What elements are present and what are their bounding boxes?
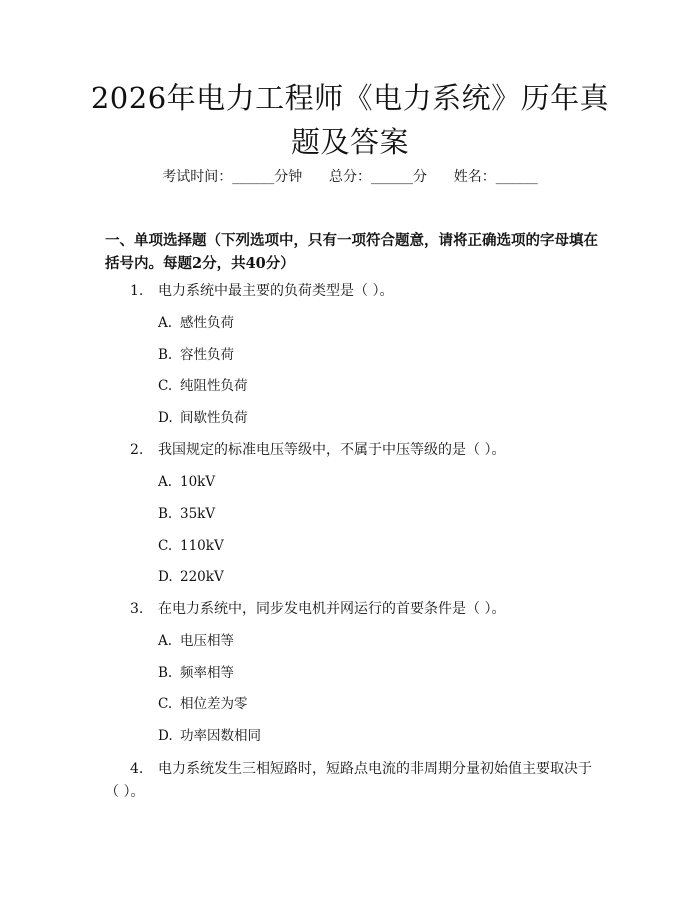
option-text: 110kV: [180, 538, 224, 554]
question-text: 电力系统发生三相短路时，短路点电流的非周期分量初始值主要取决于（ ）。: [105, 761, 592, 800]
question-1-option-b: [158, 345, 234, 365]
question-2-option-b: [158, 504, 215, 524]
question-3: [105, 598, 600, 621]
option-letter: A.: [158, 633, 173, 649]
question-text: 在电力系统中，同步发电机并网运行的首要条件是（ ）。: [158, 601, 506, 617]
question-number: 2.: [130, 442, 144, 458]
option-text: 相位差为零: [180, 696, 248, 712]
question-text: 电力系统中最主要的负荷类型是（ ）。: [158, 283, 394, 299]
option-letter: B.: [158, 347, 173, 363]
question-text: 我国规定的标准电压等级中，不属于中压等级的是（ ）。: [158, 442, 506, 458]
option-letter: A.: [158, 315, 173, 331]
question-1: [105, 280, 600, 303]
option-letter: C.: [158, 696, 173, 712]
option-text: 频率相等: [180, 665, 234, 681]
question-1-option-a: [158, 313, 234, 333]
question-4: [105, 758, 600, 804]
question-2: [105, 439, 600, 462]
question-2-option-d: [158, 567, 224, 587]
question-3-option-b: [158, 663, 234, 683]
option-text: 容性负荷: [180, 347, 234, 363]
option-text: 35kV: [180, 506, 216, 522]
option-letter: B.: [158, 665, 173, 681]
question-number: 3.: [130, 601, 144, 617]
option-text: 电压相等: [180, 633, 234, 649]
option-text: 10kV: [180, 474, 216, 490]
option-text: 纯阻性负荷: [180, 378, 248, 394]
question-2-option-a: [158, 472, 215, 492]
question-3-option-c: [158, 694, 248, 714]
option-letter: D.: [158, 410, 173, 426]
option-letter: A.: [158, 474, 173, 490]
option-text: 功率因数相同: [180, 728, 261, 744]
question-number: 4.: [130, 761, 144, 777]
option-letter: B.: [158, 506, 173, 522]
option-letter: D.: [158, 728, 173, 744]
question-1-option-c: [158, 376, 248, 396]
question-3-option-a: [158, 631, 234, 651]
exam-info-line: 考试时间：______分钟 总分：______分 姓名：______: [162, 169, 538, 185]
question-3-option-d: [158, 726, 261, 746]
document-title: 2026年电力工程师《电力系统》历年真题及答案: [90, 81, 610, 159]
option-text: 220kV: [180, 569, 224, 585]
option-letter: C.: [158, 538, 173, 554]
question-number: 1.: [130, 283, 144, 299]
option-letter: C.: [158, 378, 173, 394]
section-heading: 一、单项选择题（下列选项中，只有一项符合题意，请将正确选项的字母填在括号内。每题2分，共40分）: [105, 232, 598, 272]
question-2-option-c: [158, 536, 224, 556]
option-letter: D.: [158, 569, 173, 585]
option-text: 感性负荷: [180, 315, 234, 331]
option-text: 间歇性负荷: [180, 410, 248, 426]
question-1-option-d: [158, 408, 248, 428]
